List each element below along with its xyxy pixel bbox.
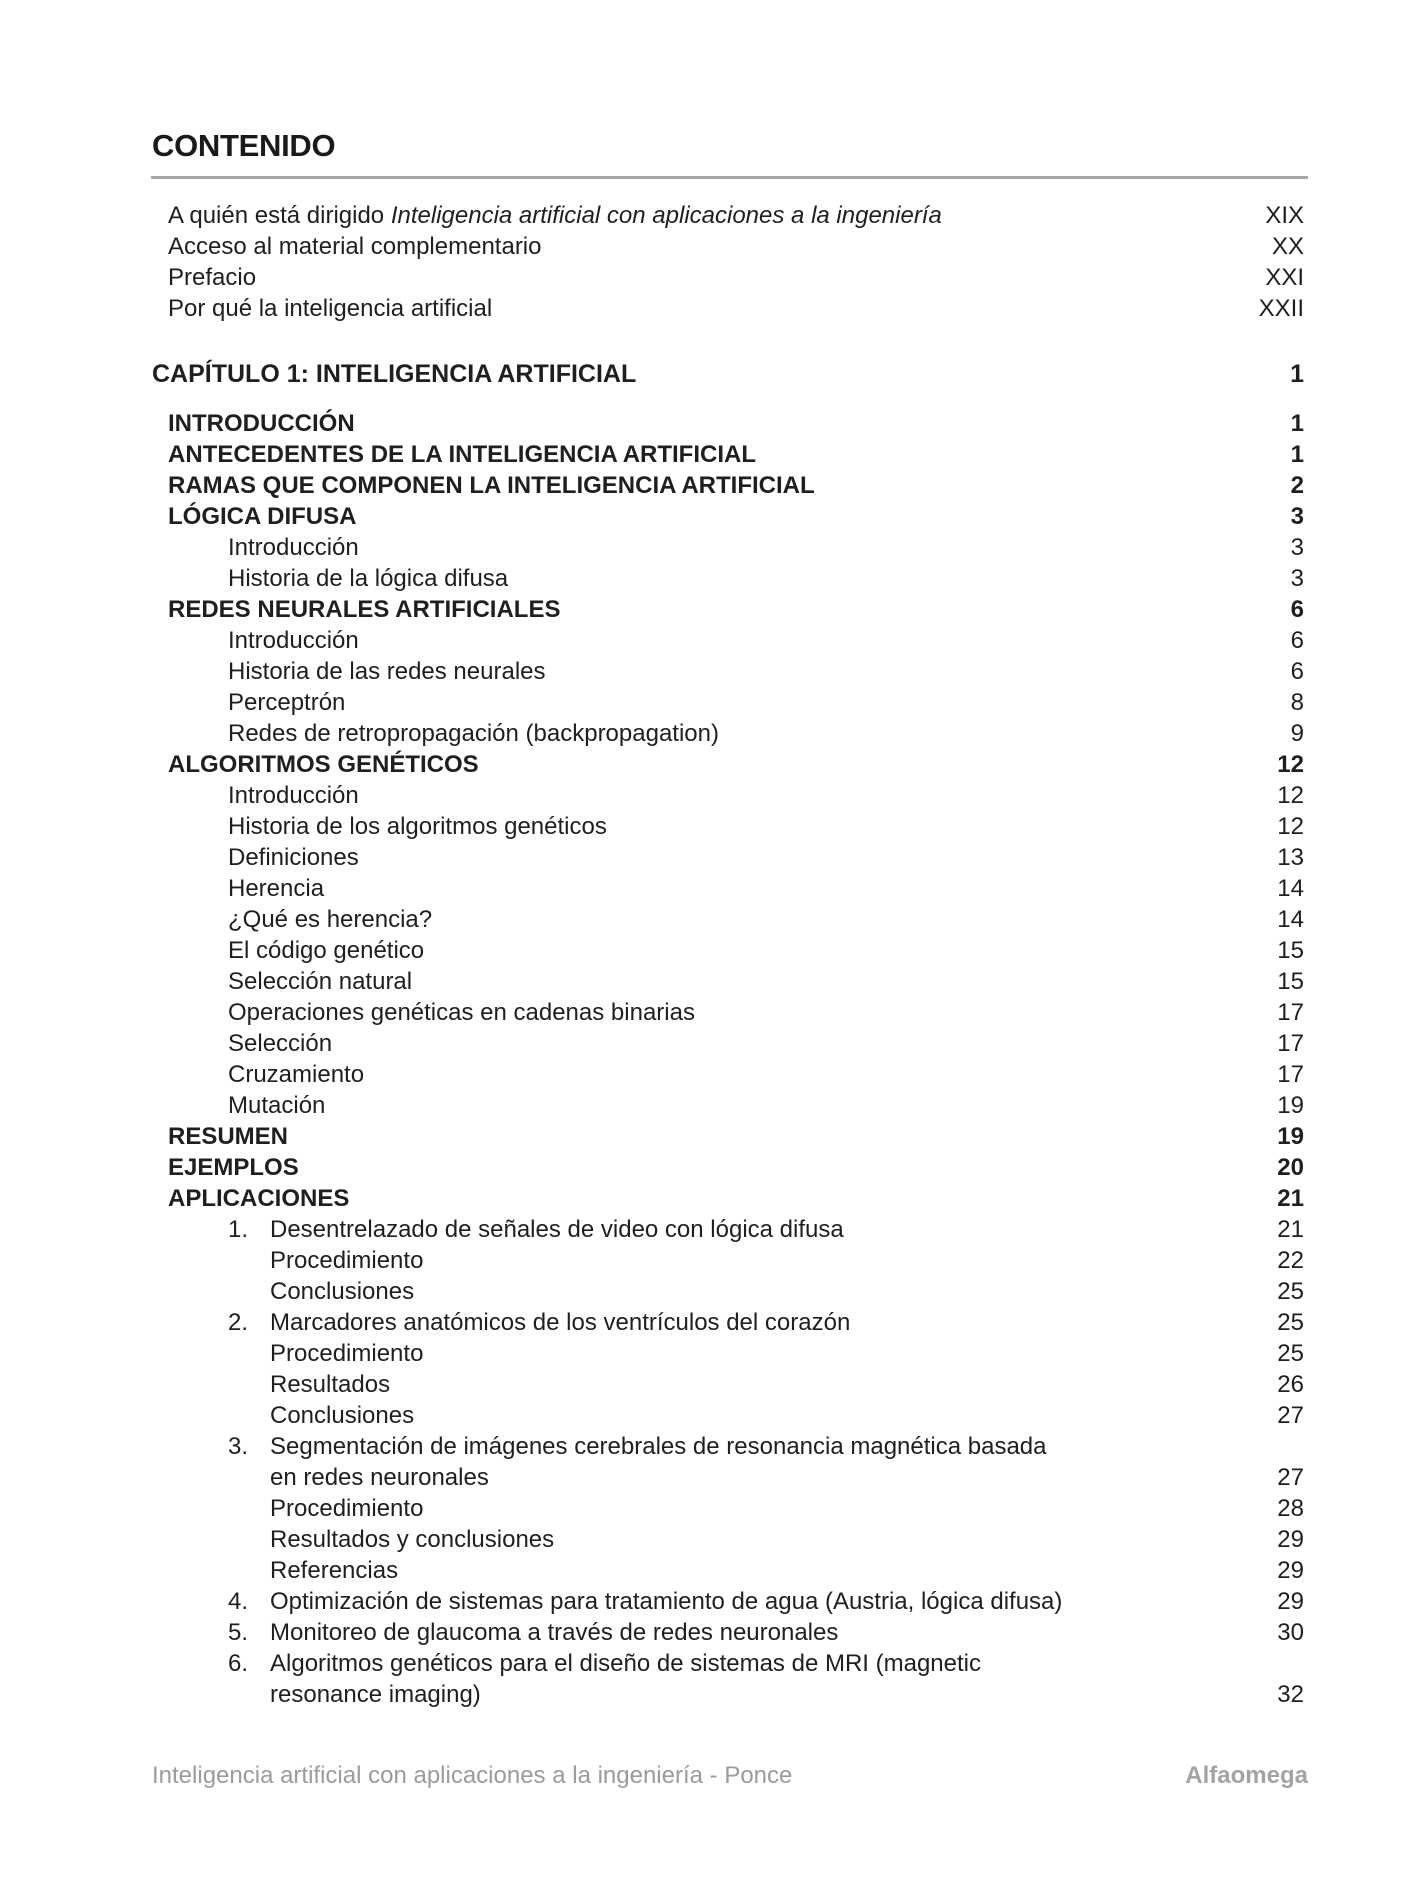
toc-prelim-entry[interactable] bbox=[0, 231, 1408, 262]
toc-sub-entry[interactable] bbox=[0, 842, 1408, 873]
toc-item-entry[interactable] bbox=[0, 1214, 1408, 1245]
toc-entry-title bbox=[168, 262, 256, 293]
toc-entry-title bbox=[168, 200, 942, 231]
toc-entry-book-title: Inteligencia artificial con aplicaciones a la ingeniería bbox=[390, 202, 942, 229]
toc-entry-page: 14 bbox=[1277, 906, 1304, 933]
toc-section-entry[interactable] bbox=[0, 501, 1408, 532]
publisher-logo: Alfaomega bbox=[1185, 1762, 1308, 1789]
toc-entry-title: Optimización de sistemas para tratamiento de agua (Austria, lógica difusa) bbox=[270, 1588, 1063, 1615]
toc-entry-title: Introducción bbox=[228, 782, 359, 809]
chapter-page: 1 bbox=[1290, 360, 1304, 388]
toc-item-entry[interactable] bbox=[0, 1431, 1408, 1462]
toc-entry-page: 8 bbox=[1290, 689, 1304, 716]
toc-entry-title: Mutación bbox=[228, 1092, 326, 1119]
toc-entry-title: Procedimiento bbox=[270, 1340, 424, 1367]
toc-entry-title: Cruzamiento bbox=[228, 1061, 365, 1088]
toc-entry-title: en redes neuronales bbox=[270, 1464, 489, 1491]
toc-entry-title: APLICACIONES bbox=[168, 1185, 350, 1212]
toc-entry-title: Introducción bbox=[228, 534, 359, 561]
toc-prelim-entry[interactable] bbox=[0, 293, 1408, 324]
toc-entry-page: 25 bbox=[1277, 1340, 1304, 1367]
toc-entry-title-text: Prefacio bbox=[168, 264, 257, 291]
toc-entry-title: ANTECEDENTES DE LA INTELIGENCIA ARTIFICIAL bbox=[168, 441, 756, 468]
toc-entry-title: Monitoreo de glaucoma a través de redes neuronales bbox=[270, 1619, 839, 1646]
toc-entry-title: resonance imaging) bbox=[270, 1681, 481, 1708]
toc-entry-page: 6 bbox=[1290, 627, 1304, 654]
toc-entry-title: RAMAS QUE COMPONEN LA INTELIGENCIA ARTIFICIAL bbox=[168, 472, 815, 499]
toc-sub-entry[interactable] bbox=[0, 811, 1408, 842]
toc-sub-entry[interactable] bbox=[0, 997, 1408, 1028]
toc-entry-page: 1 bbox=[1290, 441, 1304, 468]
toc-entry-title: EJEMPLOS bbox=[168, 1154, 299, 1181]
toc-entry-page: 17 bbox=[1277, 1030, 1304, 1057]
toc-entry-page: XXI bbox=[1265, 264, 1304, 291]
toc-entry-page: 29 bbox=[1277, 1557, 1304, 1584]
toc-sub-entry[interactable] bbox=[0, 1090, 1408, 1121]
toc-entry-page: 13 bbox=[1277, 844, 1304, 871]
toc-entry-page: 25 bbox=[1277, 1278, 1304, 1305]
toc-entry-title: LÓGICA DIFUSA bbox=[168, 503, 357, 530]
toc-entry-title: Definiciones bbox=[228, 844, 359, 871]
toc-item2-entry[interactable] bbox=[0, 1462, 1408, 1493]
toc-entry-page: 22 bbox=[1277, 1247, 1304, 1274]
toc-section-entry[interactable] bbox=[0, 594, 1408, 625]
toc-sub-entry[interactable] bbox=[0, 904, 1408, 935]
toc-entry-page: 19 bbox=[1277, 1092, 1304, 1119]
toc-entry-page: 19 bbox=[1277, 1123, 1304, 1150]
toc-sub-entry[interactable] bbox=[0, 718, 1408, 749]
toc-entry-page: 28 bbox=[1277, 1495, 1304, 1522]
table-of-contents bbox=[0, 200, 1408, 1710]
toc-entry-title: RESUMEN bbox=[168, 1123, 289, 1150]
toc-entry-title: Selección natural bbox=[228, 968, 413, 995]
toc-entry-page: 27 bbox=[1277, 1402, 1304, 1429]
toc-sub-entry[interactable] bbox=[0, 1059, 1408, 1090]
toc-item2-entry[interactable] bbox=[0, 1555, 1408, 1586]
toc-entry-title: Redes de retropropagación (backpropagation) bbox=[228, 720, 719, 747]
toc-item2-entry[interactable] bbox=[0, 1338, 1408, 1369]
toc-item-entry[interactable] bbox=[0, 1617, 1408, 1648]
toc-entry-page: 15 bbox=[1277, 968, 1304, 995]
toc-entry-title: Operaciones genéticas en cadenas binarias bbox=[228, 999, 695, 1026]
toc-entry-title: INTRODUCCIÓN bbox=[168, 410, 355, 437]
toc-sub-entry[interactable] bbox=[0, 532, 1408, 563]
toc-entry-title: REDES NEURALES ARTIFICIALES bbox=[168, 596, 561, 623]
toc-entry-number: 2. bbox=[228, 1309, 249, 1336]
page-title: CONTENIDO bbox=[152, 128, 336, 163]
toc-entry-title: Conclusiones bbox=[270, 1278, 415, 1305]
toc-entry-page: 26 bbox=[1277, 1371, 1304, 1398]
toc-section-entry[interactable] bbox=[0, 470, 1408, 501]
toc-sub-entry[interactable] bbox=[0, 656, 1408, 687]
toc-entry-page: 27 bbox=[1277, 1464, 1304, 1491]
toc-item2-entry[interactable] bbox=[0, 1400, 1408, 1431]
toc-entry-page: 17 bbox=[1277, 1061, 1304, 1088]
toc-entry-number: 4. bbox=[228, 1588, 249, 1615]
toc-entry-title: Selección bbox=[228, 1030, 333, 1057]
toc-entry-number: 6. bbox=[228, 1650, 249, 1677]
toc-entry-title: Procedimiento bbox=[270, 1495, 424, 1522]
toc-entry-page: 17 bbox=[1277, 999, 1304, 1026]
toc-entry-page: 12 bbox=[1277, 751, 1304, 778]
toc-sub-entry[interactable] bbox=[0, 966, 1408, 997]
toc-section-entry[interactable] bbox=[0, 408, 1408, 439]
toc-entry-page: XX bbox=[1271, 233, 1304, 260]
toc-entry-title bbox=[168, 231, 542, 262]
toc-entry-page: 30 bbox=[1277, 1619, 1304, 1646]
toc-entry-title: ¿Qué es herencia? bbox=[228, 906, 433, 933]
toc-entry-title: ALGORITMOS GENÉTICOS bbox=[168, 751, 479, 778]
toc-entry-page: 15 bbox=[1277, 937, 1304, 964]
toc-entry-title: Marcadores anatómicos de los ventrículos del corazón bbox=[270, 1309, 851, 1336]
toc-entry-page: 29 bbox=[1277, 1588, 1304, 1615]
toc-item2-entry[interactable] bbox=[0, 1245, 1408, 1276]
toc-entry-page: 1 bbox=[1290, 410, 1304, 437]
toc-sub-entry[interactable] bbox=[0, 873, 1408, 904]
toc-entry-title-text: Acceso al material complementario bbox=[168, 233, 542, 260]
toc-item2-entry[interactable] bbox=[0, 1493, 1408, 1524]
toc-section-entry[interactable] bbox=[0, 1121, 1408, 1152]
toc-entry-page: 3 bbox=[1290, 503, 1304, 530]
toc-entry-title: Desentrelazado de señales de video con lógica difusa bbox=[270, 1216, 844, 1243]
toc-item-entry[interactable] bbox=[0, 1307, 1408, 1338]
toc-entry-page: XXII bbox=[1258, 295, 1304, 322]
toc-entry-page: 14 bbox=[1277, 875, 1304, 902]
toc-entry-title: Referencias bbox=[270, 1557, 399, 1584]
toc-prelim-entry[interactable] bbox=[0, 200, 1408, 231]
toc-sub-entry[interactable] bbox=[0, 935, 1408, 966]
toc-entry-page: 2 bbox=[1290, 472, 1304, 499]
toc-section-entry[interactable] bbox=[0, 1152, 1408, 1183]
toc-entry-page: XIX bbox=[1265, 202, 1304, 229]
toc-entry-page: 25 bbox=[1277, 1309, 1304, 1336]
toc-entry-number: 1. bbox=[228, 1216, 249, 1243]
toc-item-entry[interactable] bbox=[0, 1586, 1408, 1617]
toc-sub-entry[interactable] bbox=[0, 1028, 1408, 1059]
toc-entry-title: Conclusiones bbox=[270, 1402, 415, 1429]
toc-entry-title: El código genético bbox=[228, 937, 425, 964]
toc-entry-title: Perceptrón bbox=[228, 689, 346, 716]
chapter-entries bbox=[0, 408, 1408, 1710]
toc-entry-page: 29 bbox=[1277, 1526, 1304, 1553]
toc-section-entry[interactable] bbox=[0, 1183, 1408, 1214]
toc-item2-entry[interactable] bbox=[0, 1679, 1408, 1710]
toc-item-entry[interactable] bbox=[0, 1648, 1408, 1679]
toc-entry-title: Algoritmos genéticos para el diseño de sistemas de MRI (magnetic bbox=[270, 1650, 981, 1677]
preliminary-entries bbox=[0, 200, 1408, 324]
toc-section-entry[interactable] bbox=[0, 439, 1408, 470]
toc-entry-title: Resultados bbox=[270, 1371, 391, 1398]
toc-entry-title-text: A quién está dirigido bbox=[168, 202, 391, 229]
footer-book-title: Inteligencia artificial con aplicaciones a la ingeniería - Ponce bbox=[152, 1762, 793, 1789]
toc-entry-page: 12 bbox=[1277, 782, 1304, 809]
toc-entry-title: Resultados y conclusiones bbox=[270, 1526, 555, 1553]
toc-entry-number: 3. bbox=[228, 1433, 249, 1460]
toc-entry-page: 20 bbox=[1277, 1154, 1304, 1181]
toc-entry-title: Historia de las redes neurales bbox=[228, 658, 546, 685]
chapter-heading[interactable] bbox=[0, 359, 1408, 390]
toc-entry-title: Introducción bbox=[228, 627, 359, 654]
chapter-title: CAPÍTULO 1: INTELIGENCIA ARTIFICIAL bbox=[152, 360, 637, 388]
toc-entry-title: Procedimiento bbox=[270, 1247, 424, 1274]
toc-entry-title: Segmentación de imágenes cerebrales de resonancia magnética basada bbox=[270, 1433, 1047, 1460]
toc-sub-entry[interactable] bbox=[0, 687, 1408, 718]
toc-entry-title: Herencia bbox=[228, 875, 325, 902]
toc-sub-entry[interactable] bbox=[0, 563, 1408, 594]
toc-item2-entry[interactable] bbox=[0, 1524, 1408, 1555]
toc-entry-page: 3 bbox=[1290, 565, 1304, 592]
toc-entry-title: Historia de la lógica difusa bbox=[228, 565, 509, 592]
toc-entry-page: 9 bbox=[1290, 720, 1304, 747]
toc-item2-entry[interactable] bbox=[0, 1276, 1408, 1307]
toc-entry-page: 32 bbox=[1277, 1681, 1304, 1708]
toc-entry-page: 12 bbox=[1277, 813, 1304, 840]
toc-entry-number: 5. bbox=[228, 1619, 249, 1646]
toc-entry-page: 21 bbox=[1277, 1216, 1304, 1243]
toc-item2-entry[interactable] bbox=[0, 1369, 1408, 1400]
toc-entry-title bbox=[168, 293, 492, 324]
toc-entry-page: 6 bbox=[1290, 658, 1304, 685]
toc-entry-title: Historia de los algoritmos genéticos bbox=[228, 813, 607, 840]
toc-entry-page: 21 bbox=[1277, 1185, 1304, 1212]
toc-sub-entry[interactable] bbox=[0, 780, 1408, 811]
toc-sub-entry[interactable] bbox=[0, 625, 1408, 656]
toc-entry-page: 3 bbox=[1290, 534, 1304, 561]
toc-prelim-entry[interactable] bbox=[0, 262, 1408, 293]
toc-entry-page: 6 bbox=[1290, 596, 1304, 623]
toc-section-entry[interactable] bbox=[0, 749, 1408, 780]
title-divider bbox=[151, 176, 1308, 179]
toc-entry-title-text: Por qué la inteligencia artificial bbox=[168, 295, 493, 322]
